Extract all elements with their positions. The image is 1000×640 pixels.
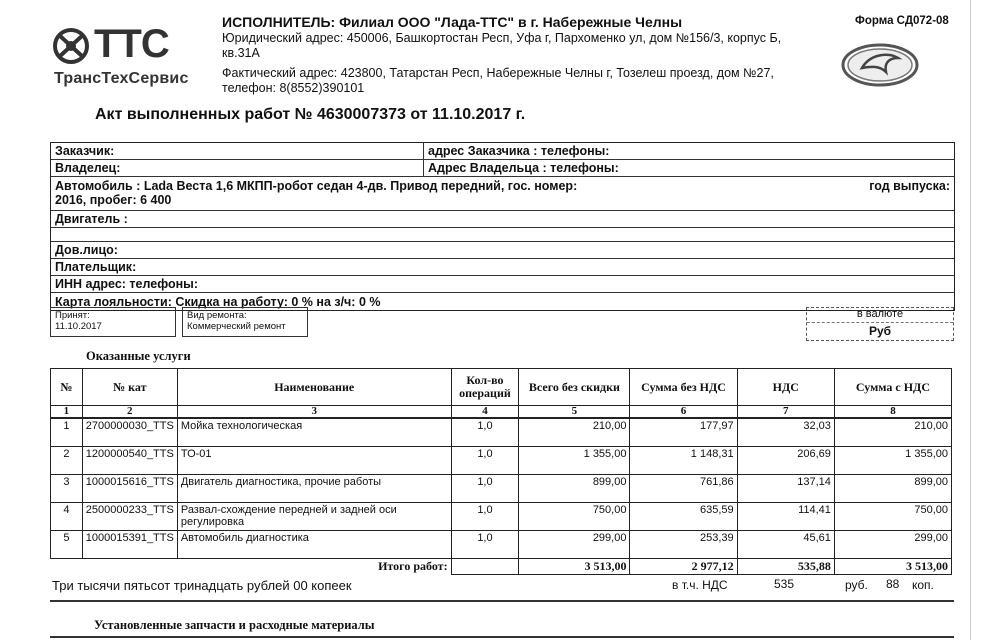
row-vat: 45,61 — [737, 530, 834, 558]
row-total: 899,00 — [519, 474, 630, 502]
act-title: Акт выполненных работ № 4630007373 от 11.10.2017 г. — [95, 106, 526, 123]
scan-edge — [970, 0, 971, 640]
total-sum: 3 513,00 — [519, 558, 630, 574]
total-qty-cell — [451, 558, 519, 574]
row-cat: 2500000233_TTS — [82, 502, 177, 530]
row-net: 1 148,31 — [630, 446, 737, 474]
form-code: Форма СД072-08 — [855, 15, 949, 27]
logo-text: ТТС — [94, 22, 169, 66]
accepted-date: 11.10.2017 — [55, 321, 102, 332]
loyalty-label: Карта лояльности: Скидка на работу: 0 % на з/ч: 0 % — [55, 294, 381, 309]
col-number: 2 — [82, 406, 177, 419]
payer-label: Плательщик: — [55, 260, 137, 274]
row-num: 3 — [51, 474, 83, 502]
row-num: 1 — [51, 418, 83, 446]
payer-row — [51, 259, 954, 276]
info-block — [50, 142, 955, 311]
row-name: Двигатель диагностика, прочие работы — [177, 474, 451, 502]
rub-label: руб. — [845, 578, 868, 592]
row-qty: 1,0 — [451, 418, 519, 446]
row-name: Мойка технологическая — [177, 418, 451, 446]
owner-address: Адрес Владельца : телефоны: — [428, 161, 619, 175]
row-gross: 899,00 — [834, 474, 951, 502]
accepted-label: Принят: — [55, 310, 90, 321]
inn-row — [51, 276, 954, 293]
repair-type-box — [182, 307, 308, 337]
row-total: 750,00 — [519, 502, 630, 530]
trusted-person-row — [51, 242, 954, 259]
table-row — [51, 502, 952, 530]
row-cat: 2700000030_TTS — [82, 418, 177, 446]
company-logo — [52, 22, 212, 90]
owner-label: Владелец: — [51, 160, 424, 176]
row-gross: 1 355,00 — [834, 446, 951, 474]
row-name: Автомобиль диагностика — [177, 530, 451, 558]
row-vat: 137,14 — [737, 474, 834, 502]
row-gross: 750,00 — [834, 502, 951, 530]
row-total: 210,00 — [519, 418, 630, 446]
year-label: год выпуска: — [869, 179, 950, 193]
logo-subtitle: ТрансТехСервис — [54, 70, 189, 87]
vat-rub-value: 535 — [774, 577, 795, 591]
row-num: 4 — [51, 502, 83, 530]
row-vat: 32,03 — [737, 418, 834, 446]
total-gross: 3 513,00 — [834, 558, 951, 574]
row-qty: 1,0 — [451, 530, 519, 558]
col-header-name: Наименование — [177, 369, 451, 406]
services-table — [50, 368, 952, 575]
col-number: 8 — [834, 406, 951, 419]
executor-line: ИСПОЛНИТЕЛЬ: Филиал ООО "Лада-ТТС" в г. Набережные Челны — [222, 14, 683, 30]
trusted-person-label: Дов.лицо: — [55, 243, 118, 257]
row-num: 5 — [51, 530, 83, 558]
row-total: 299,00 — [519, 530, 630, 558]
table-row — [51, 530, 952, 558]
row-total: 1 355,00 — [519, 446, 630, 474]
col-header-num: № — [51, 369, 83, 406]
row-name: ТО-01 — [177, 446, 451, 474]
col-number: 5 — [519, 406, 630, 419]
row-vat: 206,69 — [737, 446, 834, 474]
vat-included-label: в т.ч. НДС — [672, 578, 728, 592]
customer-address: адрес Заказчика : телефоны: — [428, 144, 610, 158]
row-net: 635,59 — [630, 502, 737, 530]
total-label: Итого работ: — [378, 558, 448, 573]
row-gross: 299,00 — [834, 530, 951, 558]
car-year-mileage: 2016, пробег: 6 400 — [55, 193, 172, 207]
lada-logo-icon — [840, 42, 920, 88]
total-row — [51, 558, 952, 574]
blank-row — [51, 228, 954, 242]
engine-label: Двигатель : — [55, 212, 128, 226]
services-title: Оказанные услуги — [86, 349, 191, 363]
row-qty: 1,0 — [451, 446, 519, 474]
parts-title: Установленные запчасти и расходные материалы — [94, 618, 375, 632]
engine-row — [51, 211, 954, 228]
table-row — [51, 474, 952, 502]
col-number: 6 — [630, 406, 737, 419]
col-number: 1 — [51, 406, 83, 419]
row-net: 177,97 — [630, 418, 737, 446]
car-description: Автомобиль : Lada Веста 1,6 МКПП-робот седан 4-дв. Привод передний, гос. номер: — [55, 179, 578, 193]
col-header-vat: НДС — [737, 369, 834, 406]
col-header-qty: Кол-во операций — [451, 369, 519, 406]
row-qty: 1,0 — [451, 474, 519, 502]
row-qty: 1,0 — [451, 502, 519, 530]
row-net: 761,86 — [630, 474, 737, 502]
sum-in-words: Три тысячи пятьсот тринадцать рублей 00 копеек — [52, 578, 352, 593]
total-net: 2 977,12 — [630, 558, 737, 574]
car-row — [51, 177, 954, 211]
col-header-net: Сумма без НДС — [630, 369, 737, 406]
col-number: 3 — [177, 406, 451, 419]
customer-label: Заказчик: — [51, 143, 424, 159]
customer-row — [51, 143, 954, 160]
row-vat: 114,41 — [737, 502, 834, 530]
row-cat: 1200000540_TTS — [82, 446, 177, 474]
currency-value: Руб — [807, 322, 953, 338]
divider — [50, 636, 954, 638]
row-num: 2 — [51, 446, 83, 474]
row-net: 253,39 — [630, 530, 737, 558]
table-header-row — [51, 369, 952, 406]
inn-label: ИНН адрес: телефоны: — [55, 277, 199, 291]
currency-box — [806, 307, 954, 341]
repair-type-label: Вид ремонта: — [187, 310, 247, 321]
row-cat: 1000015616_TTS — [82, 474, 177, 502]
total-vat: 535,88 — [737, 558, 834, 574]
owner-row — [51, 160, 954, 177]
column-numbers-row — [51, 406, 952, 419]
col-header-total: Всего без скидки — [519, 369, 630, 406]
row-cat: 1000015391_TTS — [82, 530, 177, 558]
col-number: 4 — [451, 406, 519, 419]
row-name: Развал-схождение передней и задней оси регулировка — [177, 502, 451, 530]
repair-type-value: Коммерческий ремонт — [187, 321, 286, 332]
kop-label: коп. — [912, 578, 934, 592]
accepted-box — [50, 307, 176, 337]
divider — [50, 600, 954, 602]
currency-label: в валюте — [856, 308, 904, 320]
col-header-cat: № кат — [82, 369, 177, 406]
table-row — [51, 418, 952, 446]
actual-address: Фактический адрес: 423800, Татарстан Респ, Набережные Челны г, Тозелеш проезд, дом №27, телефон: 8(8552)390101 — [222, 66, 774, 95]
row-gross: 210,00 — [834, 418, 951, 446]
col-number: 7 — [737, 406, 834, 419]
table-row — [51, 446, 952, 474]
vat-kop-value: 88 — [886, 577, 900, 591]
legal-address: Юридический адрес: 450006, Башкортостан Респ, Уфа г, Пархоменко ул, дом №156/3, корпус Б, кв.31А — [222, 31, 782, 60]
col-header-gross: Сумма с НДС — [834, 369, 951, 406]
